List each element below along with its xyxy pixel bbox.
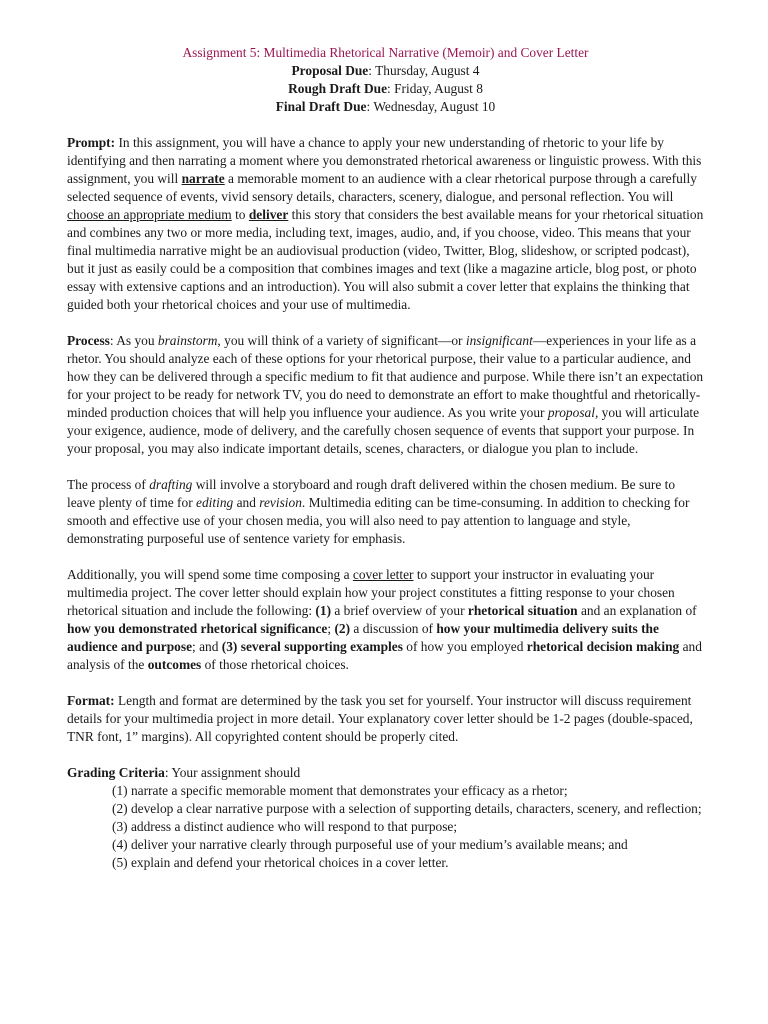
final-draft-due-date: : Wednesday, August 10 [366, 99, 496, 114]
deliver-term: deliver [248, 207, 289, 222]
grading-intro: : Your assignment should [164, 765, 301, 780]
format-paragraph [67, 692, 704, 746]
grading-criteria-list [67, 782, 704, 872]
item-number-1: (1) [315, 603, 332, 618]
process-paragraph [67, 332, 704, 458]
outcomes-term: outcomes [147, 657, 202, 672]
final-draft-due-line [67, 98, 704, 116]
cover-letter-term: cover letter [352, 567, 414, 582]
rough-draft-due-line [67, 80, 704, 98]
drafting-text: and [233, 495, 260, 510]
process-text: you will articulate your exigence, audience, mode of delivery, and the carefully chosen sequence of events that support your purpose. In your proposal, you may also indicate important details, scenes, characters, or dialogue you plan to include. [67, 405, 700, 456]
narrate-term: narrate [181, 171, 225, 186]
prompt-text: this story that considers the best available means for your rhetorical situation and combines any two or more media, including text, images, audio, and, if you choose, video. This means that your final multimedia narrative might be an audiovisual production (video, Twitter, Blog, slideshow, or scripted podcast), but it just as easily could be a composition that combines images and text (like a magazine article, blog post, or photo essay with extensive captions and an introduction). You will also submit a cover letter that explains the thinking that guided both your rhetorical choices and your use of multimedia. [67, 207, 704, 312]
format-label: Format: [67, 693, 115, 708]
drafting-paragraph [67, 476, 704, 548]
process-text: : As you [109, 333, 158, 348]
prompt-text: In this assignment, you will have a chance to apply your new understanding of rhetoric to your life by identifying and then narrating a moment where you demonstrated rhetorical awareness or linguistic prowess. With this assignment, you will [67, 135, 702, 186]
cover-text: and analysis of the [67, 639, 702, 672]
proposal-due-date: : Thursday, August 4 [368, 63, 480, 78]
final-draft-due-label: Final Draft Due [275, 99, 367, 114]
process-label: Process [67, 333, 110, 348]
cover-text: and an explanation of [577, 603, 697, 618]
rough-draft-due-date: : Friday, August 8 [387, 81, 483, 96]
decision-making-term: rhetorical decision making [526, 639, 680, 654]
prompt-label: Prompt: [67, 135, 116, 150]
prompt-text: a memorable moment to an audience with a clear rhetorical purpose through a carefully selected sequence of events, vivid sensory details, characters, scenery, dialogue, and personal reflection. You will [67, 171, 697, 204]
proposal-due-line [67, 62, 704, 80]
editing-term: editing [196, 495, 234, 510]
assignment-header [67, 44, 704, 116]
prompt-text: to [231, 207, 249, 222]
rhetorical-situation-term: rhetorical situation [467, 603, 578, 618]
drafting-text: will involve a storyboard and rough draft delivered within the chosen medium. Be sure to leave plenty of time for [67, 477, 676, 510]
criterion-item: (1) narrate a specific memorable moment that demonstrates your efficacy as a rhetor; [112, 783, 568, 798]
criterion-item: (3) address a distinct audience who will respond to that purpose; [112, 819, 458, 834]
multimedia-delivery-term: how your multimedia delivery suits the audience and purpose [67, 621, 659, 654]
criterion-item: (2) develop a clear narrative purpose with a selection of supporting details, characters, scenery, and reflection; [112, 801, 702, 816]
criterion-item: (5) explain and defend your rhetorical choices in a cover letter. [112, 855, 449, 870]
prompt-paragraph [67, 134, 704, 314]
spacer [67, 116, 704, 134]
cover-text: to support your instructor in evaluating your multimedia project. The cover letter should explain how your project constitutes a fitting response to your chosen rhetorical situation and include the following: [67, 567, 675, 618]
format-text: Length and format are determined by the task you set for yourself. Your instructor will discuss requirement details for your multimedia project in more detail. Your explanatory cover letter should be 1-2 pages (double-spaced, TNR font, 1” margins). All copyrighted content should be properly cited. [67, 693, 693, 744]
brainstorm-term: brainstorm [157, 333, 218, 348]
cover-text: a discussion of [350, 621, 437, 636]
grading-section [67, 764, 704, 872]
drafting-text: The process of [67, 477, 150, 492]
cover-text: ; [327, 621, 335, 636]
process-text: —experiences in your life as a rhetor. You should analyze each of these options for your rhetorical purpose, their value to a particular audience, and how they can be delivered through a specific medium to fit that audience and purpose. While there isn’t an expectation for your project to be ready for network TV, you do need to demonstrate an effort to make thoughtful and rhetorically-minded production choices that will help you influence your audience. As you write your [67, 333, 704, 420]
cover-text: a brief overview of your [331, 603, 468, 618]
drafting-term: drafting [149, 477, 193, 492]
criterion-item: (4) deliver your narrative clearly through purposeful use of your medium’s available means; and [112, 837, 628, 852]
grading-heading [67, 764, 704, 782]
assignment-title: Assignment 5: Multimedia Rhetorical Narrative (Memoir) and Cover Letter [182, 45, 589, 60]
drafting-text: . Multimedia editing can be time-consuming. In addition to checking for smooth and effective use of your chosen media, you will also need to pay attention to language and style, demonstrating purposeful use of sentence variety for emphasis. [67, 495, 690, 546]
choose-medium-term: choose an appropriate medium [67, 207, 232, 222]
insignificant-term: insignificant [465, 333, 533, 348]
cover-text: ; and [192, 639, 222, 654]
cover-letter-paragraph [67, 566, 704, 674]
cover-text: of those rhetorical choices. [201, 657, 349, 672]
rough-draft-due-label: Rough Draft Due [288, 81, 388, 96]
proposal-due-label: Proposal Due [291, 63, 369, 78]
cover-text: Additionally, you will spend some time composing a [67, 567, 353, 582]
process-text: , you will think of a variety of significant—or [217, 333, 466, 348]
supporting-examples-term: (3) several supporting examples [221, 639, 403, 654]
grading-label: Grading Criteria [67, 765, 165, 780]
item-number-2: (2) [334, 621, 351, 636]
cover-text: of how you employed [402, 639, 527, 654]
proposal-term: proposal, [547, 405, 599, 420]
revision-term: revision [259, 495, 302, 510]
rhetorical-significance-term: how you demonstrated rhetorical significance [67, 621, 328, 636]
